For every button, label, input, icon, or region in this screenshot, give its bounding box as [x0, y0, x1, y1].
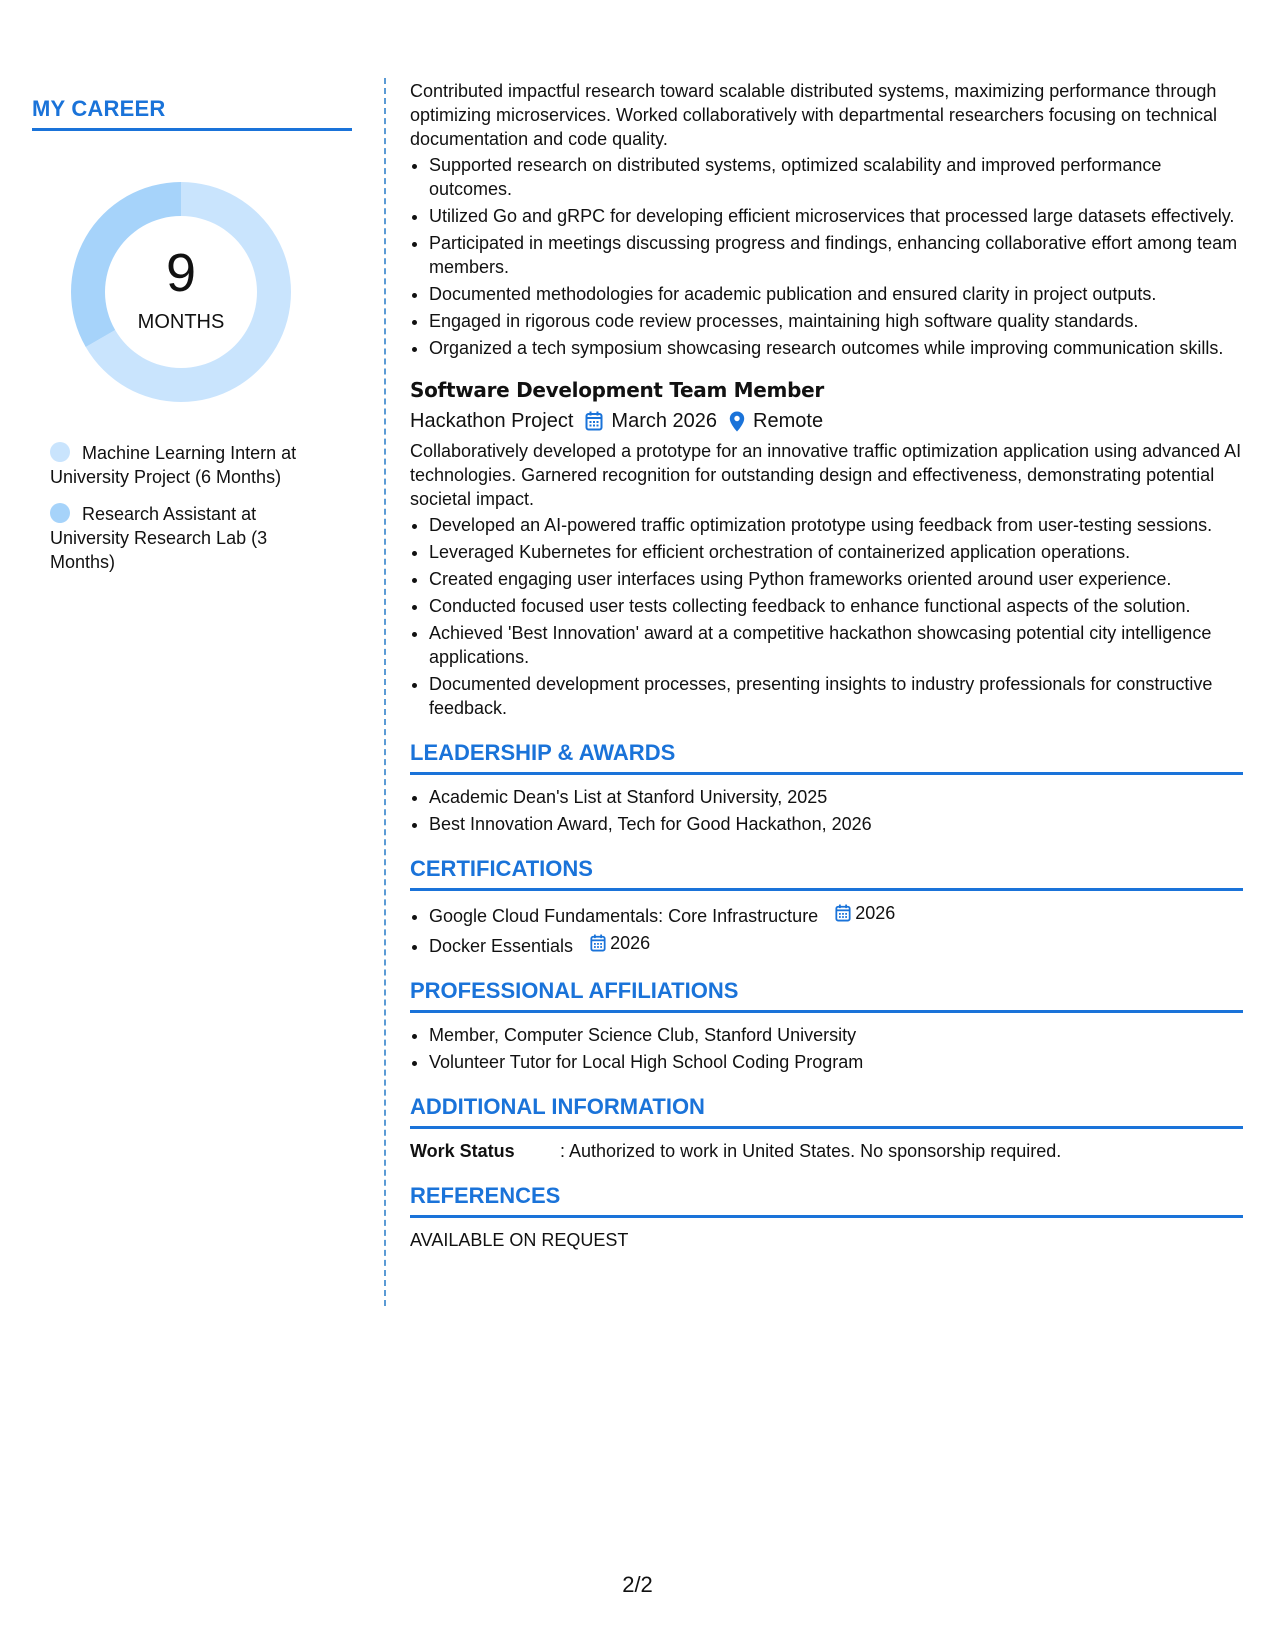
work-status-value: : Authorized to work in United States. No sponsorship required.	[560, 1141, 1062, 1161]
list-item: • Utilized Go and gRPC for developing efficient microservices that processed large datasets effectively.	[429, 204, 1243, 228]
calendar-icon	[835, 904, 851, 922]
job2-location: Remote	[753, 410, 824, 432]
references-text: AVAILABLE ON REQUEST	[410, 1230, 629, 1250]
cert-year-text: 2026	[855, 903, 896, 923]
cert-year	[590, 931, 650, 955]
location-pin-icon	[729, 411, 745, 432]
list-item: • Volunteer Tutor for Local High School Coding Program	[429, 1050, 1243, 1074]
job2-org: Hackathon Project	[410, 410, 574, 432]
legend-item	[50, 441, 325, 489]
work-status-label: Work Status	[410, 1141, 515, 1161]
list-item: • Conducted focused user tests collecting feedback to enhance functional aspects of the solution.	[429, 594, 1243, 618]
list-item	[429, 931, 1243, 958]
list-item: • Achieved 'Best Innovation' award at a competitive hackathon showcasing potential city intelligence applications.	[429, 621, 1243, 669]
list-item: • Organized a tech symposium showcasing research outcomes while improving communication skills.	[429, 336, 1243, 360]
list-item: • Leveraged Kubernetes for efficient orchestration of containerized application operations.	[429, 540, 1243, 564]
cert-name: Google Cloud Fundamentals: Core Infrastructure	[429, 906, 819, 926]
affiliations-heading: PROFESSIONAL AFFILIATIONS	[410, 976, 1243, 1013]
list-item: • Participated in meetings discussing progress and findings, enhancing collaborative effort among team members.	[429, 231, 1243, 279]
certifications-list	[410, 901, 1243, 958]
cert-name: Docker Essentials	[429, 936, 574, 956]
cert-year	[835, 901, 895, 925]
career-heading: MY CAREER	[32, 96, 352, 131]
legend-item	[50, 502, 325, 574]
legend-dot	[50, 503, 70, 523]
job2-summary: Collaboratively developed a prototype for an innovative traffic optimization application using advanced AI technologies. Garnered recognition for outstanding design and effectiveness, demonstrating potential societal impact.	[410, 441, 1242, 509]
page-number: 2/2	[622, 1572, 653, 1597]
legend-dot	[50, 442, 70, 462]
column-divider	[384, 78, 386, 1306]
career-sidebar	[32, 96, 352, 587]
job2-bullets	[410, 513, 1243, 720]
list-item: • Created engaging user interfaces using Python frameworks oriented around user experience.	[429, 567, 1243, 591]
job2-date: March 2026	[611, 410, 718, 432]
leadership-list	[410, 785, 1243, 836]
list-item: • Engaged in rigorous code review processes, maintaining high software quality standards.	[429, 309, 1243, 333]
total-months-value: 9	[165, 243, 197, 303]
job2-title: Software Development Team Member	[410, 378, 824, 402]
calendar-icon	[585, 411, 603, 431]
calendar-icon	[590, 934, 606, 952]
list-item: • Documented methodologies for academic publication and ensured clarity in project outputs.	[429, 282, 1243, 306]
additional-info-heading: ADDITIONAL INFORMATION	[410, 1092, 1243, 1129]
list-item: • Developed an AI-powered traffic optimization prototype using feedback from user-testing sessions.	[429, 513, 1243, 537]
job1-bullets	[410, 153, 1243, 360]
list-item: • Academic Dean's List at Stanford University, 2025	[429, 785, 1243, 809]
list-item: • Member, Computer Science Club, Stanford University	[429, 1023, 1243, 1047]
job2-meta	[410, 407, 1243, 435]
main-column	[410, 79, 1243, 1252]
affiliations-list	[410, 1023, 1243, 1074]
list-item: • Supported research on distributed systems, optimized scalability and improved performance outcomes.	[429, 153, 1243, 201]
work-status-row	[410, 1139, 1243, 1163]
legend-label: Machine Learning Intern at University Project (6 Months)	[50, 443, 297, 487]
list-item	[429, 901, 1243, 928]
certifications-heading: CERTIFICATIONS	[410, 854, 1243, 891]
total-months-unit: MONTHS	[137, 311, 225, 333]
list-item: • Best Innovation Award, Tech for Good Hackathon, 2026	[429, 812, 1243, 836]
career-donut-chart	[66, 177, 296, 407]
list-item: • Documented development processes, presenting insights to industry professionals for constructive feedback.	[429, 672, 1243, 720]
legend-label: Research Assistant at University Research Lab (3 Months)	[50, 504, 268, 572]
references-heading: REFERENCES	[410, 1181, 1243, 1218]
job1-summary: Contributed impactful research toward scalable distributed systems, maximizing performance through optimizing microservices. Worked collaboratively with departmental researchers focusing on technical documentation and code quality.	[410, 81, 1218, 149]
cert-year-text: 2026	[610, 933, 651, 953]
career-legend	[50, 441, 325, 574]
leadership-heading: LEADERSHIP & AWARDS	[410, 738, 1243, 775]
